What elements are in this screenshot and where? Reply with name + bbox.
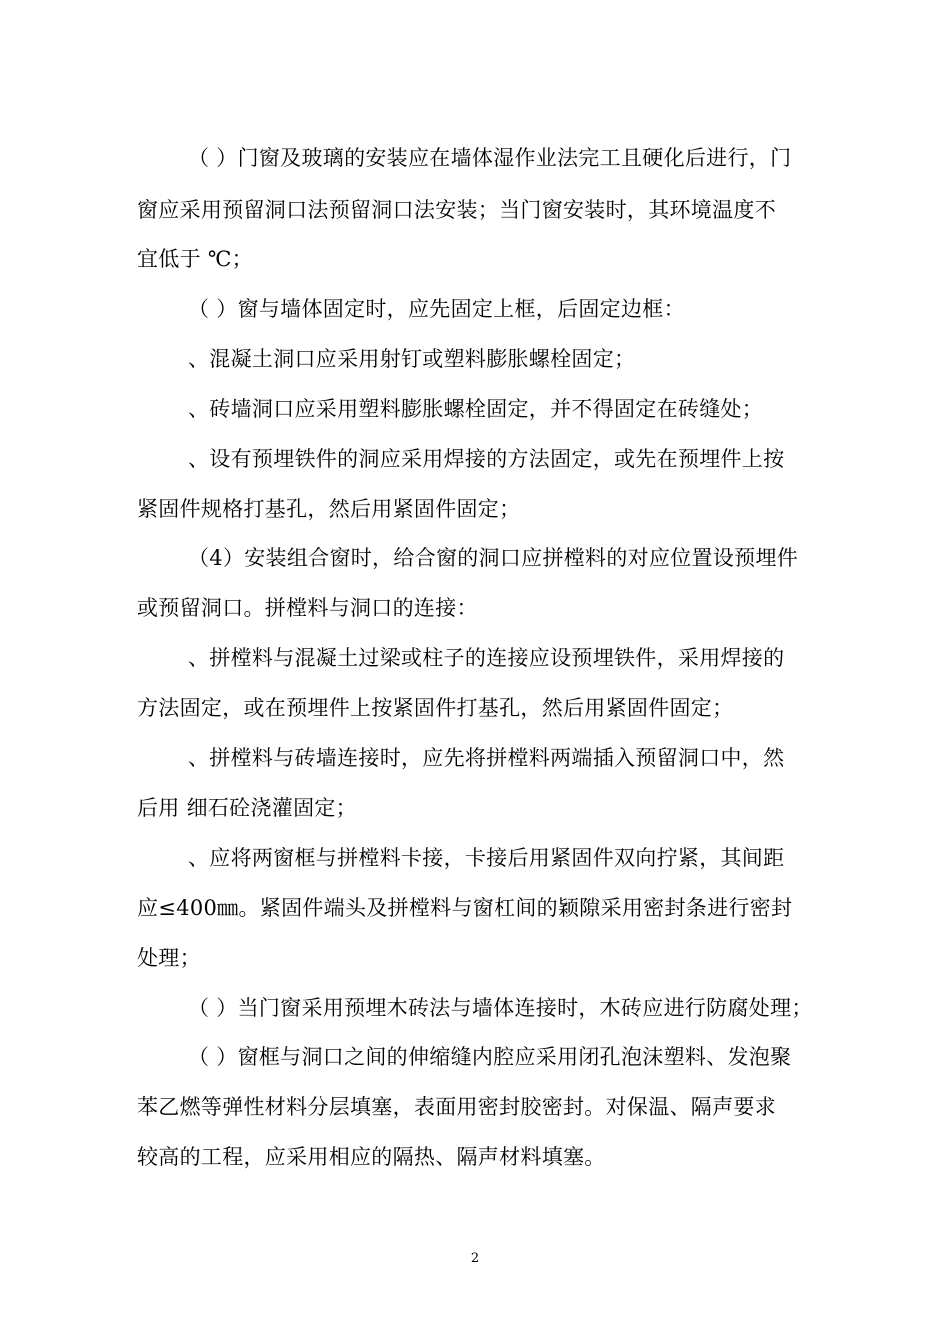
text-line-1: （ ）门窗及玻璃的安装应在墙体湿作业法完工且硬化后进行，门 (188, 146, 792, 170)
text-line-5: 、混凝土洞口应采用射钉或塑料膨胀螺栓固定； (188, 347, 636, 371)
text-line-15: 、应将两窗框与拼樘料卡接，卡接后用紧固件双向拧紧，其间距 (188, 846, 785, 870)
text-line-7: 、设有预埋铁件的洞应采用焊接的方法固定，或先在预埋件上按 (188, 447, 785, 471)
text-line-13: 、拼樘料与砖墙连接时，应先将拼樘料两端插入预留洞口中，然 (188, 746, 785, 770)
page-number: 2 (470, 1251, 480, 1266)
text-line-8: 紧固件规格打基孔，然后用紧固件固定； (137, 497, 521, 521)
text-line-3: 宜低于 ℃； (137, 247, 253, 271)
text-line-18: （ ）当门窗采用预埋木砖法与墙体连接时，木砖应进行防腐处理； (188, 996, 813, 1020)
text-line-14: 后用 细石砼浇灌固定； (137, 796, 357, 820)
text-line-17: 处理； (137, 946, 201, 970)
text-line-19: （ ）窗框与洞口之间的伸缩缝内腔应采用闭孔泡沫塑料、发泡聚 (188, 1045, 792, 1069)
text-line-9: （4）安装组合窗时，给合窗的洞口应拼樘料的对应位置设预埋件 (188, 546, 799, 570)
text-line-2: 窗应采用预留洞口法预留洞口法安装；当门窗安装时，其环境温度不 (137, 198, 776, 222)
text-line-12: 方法固定，或在预埋件上按紧固件打基孔，然后用紧固件固定； (137, 696, 734, 720)
text-line-10: 或预留洞口。拼樘料与洞口的连接： (137, 596, 478, 620)
text-line-16: 应≤400㎜。紧固件端头及拼樘料与窗杠间的颖隙采用密封条进行密封 (137, 896, 793, 920)
text-line-21: 较高的工程，应采用相应的隔热、隔声材料填塞。 (137, 1145, 606, 1169)
text-line-11: 、拼樘料与混凝土过梁或柱子的连接应设预埋铁件，采用焊接的 (188, 646, 785, 670)
text-line-6: 、砖墙洞口应采用塑料膨胀螺栓固定，并不得固定在砖缝处； (188, 397, 764, 421)
text-line-20: 苯乙燃等弹性材料分层填塞，表面用密封胶密封。对保温、隔声要求 (137, 1095, 776, 1119)
text-line-4: （ ）窗与墙体固定时，应先固定上框，后固定边框： (188, 297, 685, 321)
